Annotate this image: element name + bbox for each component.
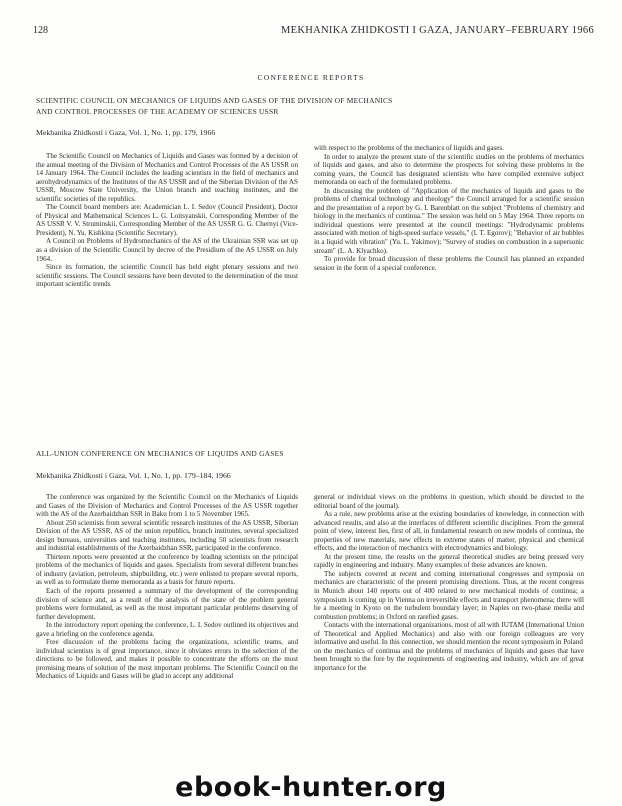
paragraph: The Council board members are: Academician L. I. Sedov (Council President), Doctor of Physical and Mathematical Sciences L. G. Loitsyanskii, Corresponding Member of the AS USSR V. V. Struminskii, Corresponding Member of the AS USSR G. G. Chernyi (Vice-President), N. Yu. Kishkina (Scientific Secretary). <box>36 203 298 237</box>
paragraph: The Scientific Council on Mechanics of Liquids and Gases was formed by a decision of the annual meeting of the Division of Mechanics and Control Processes of the AS USSR on 14 January 1964. The Council includes the leading scientists in the field of mechanics and aerohydrodynamics of the Institutes of the AS USSR and of the Siberian Division of the AS USSR, Moscow State University, the Union branch and teaching institutes, and the scientific societies of the republics. <box>36 152 298 203</box>
article2-col1 <box>36 493 298 681</box>
running-head: MEKHANIKA ZHIDKOSTI I GAZA, JANUARY–FEBRUARY 1966 <box>281 25 594 36</box>
paragraph: At the present time, the results on the general theoretical studies are being pressed very rapidly in engineering and industry. Many examples of these advances are known. <box>314 552 584 570</box>
article1-title-line1: SCIENTIFIC COUNCIL ON MECHANICS OF LIQUIDS AND GASES OF THE DIVISION OF MECHANICS <box>36 96 393 105</box>
paragraph: Free discussion of the problems facing the organizations, scientific teams, and individual scientists is of great importance, since it obviates errors in the selection of the directions to be followed, and makes it possible to concentrate the efforts on the most promising means of solution of the most important problems. The Scientific Council on the Mechanics of Liquids and Gases will be glad to accept any additional <box>36 638 298 681</box>
paragraph: general or individual views on the problems in question, which should be directed to the editorial board of the journal). <box>314 493 584 510</box>
paragraph: The subjects covered at recent and coming international congresses and symposia on mechanics are characteristic of the present promising directions. Thus, at the recent congress in Munich about 140 reports out of 400 related to new mechanical models of continua; a symposium is coming up in Vienna on irreversible effects and transport phenomena; there will be a meeting in Kyoto on the turbulent boundary layer; in Naples on two-phase media and combustion problems; in Oxford on rarefied gases. <box>314 569 584 621</box>
article1-title-line2: AND CONTROL PROCESSES OF THE ACADEMY OF SCIENCES USSR <box>36 106 279 116</box>
paragraph: As a rule, new problems arise at the existing boundaries of knowledge, in connection with advanced results, and also at the interfaces of different scientific disciplines. From the general point of view, interest lies, first of all, in fundamental research on new models of continua, the properties of new materials, new effects in extreme states of matter, physical and chemical effects, and the interaction of mechanics with electrodynamics and biology. <box>314 510 584 553</box>
paragraph: with respect to the problems of the mechanics of liquids and gases. <box>314 144 504 152</box>
page-number: 128 <box>33 25 48 36</box>
article2-col2 <box>314 493 584 672</box>
paragraph: Each of the reports presented a summary of the development of the corresponding division of science and, as a result of the analysis of the state of the problem general problems were formulated, as well as the most important particular problems deserving of further development. <box>36 587 298 621</box>
paragraph: To provide for broad discussion of these problems the Council has planned an expanded session in the form of a special conference. <box>314 255 584 272</box>
paragraph: Thirteen reports were presented at the conference by leading scientists on the principal problems of the mechanics of liquids and gases. Specialists from several different branches of industry (aviation, petroleum, shipbuilding, etc.) were enlisted to prepare several reports, as well as to formulate theme memoranda as a basis for future reports. <box>36 552 298 587</box>
article2-title: ALL-UNION CONFERENCE ON MECHANICS OF LIQUIDS AND GASES <box>36 449 284 458</box>
section-heading: CONFERENCE REPORTS <box>257 73 365 82</box>
article1-title <box>36 96 576 117</box>
paragraph: A Council on Problems of Hydromechanics of the AS of the Ukrainian SSR was set up as a division of the Scientific Council by decree of the Presidium of the AS USSR on July 1964. <box>36 237 298 263</box>
paragraph: In the introductory report opening the conference, L. I. Sedov outlined its objectives and gave a briefing on the conference agenda. <box>36 621 298 638</box>
article1-source: Mekhanika Zhidkosti i Gaza, Vol. 1, No. 1, pp. 179, 1966 <box>36 128 216 137</box>
article1-col1 <box>36 152 298 289</box>
paragraph: Since its formation, the scientific Council has held eight plenary sessions and two scientific sessions. The Council sessions have been devoted to the determination of the most important scientific trends <box>36 263 298 289</box>
article2-source: Mekhanika Zhidkosti i Gaza, Vol. 1, No. 1, pp. 179–184, 1966 <box>36 471 231 480</box>
paragraph: The conference was organized by the Scientific Council on the Mechanics of Liquids and Gases of the Division of Mechanics and Control Processes of the AS USSR together with the AS of the Azerbaidzhan SSR in Baku from 1 to 5 November 1965. <box>36 493 298 519</box>
paragraph: In order to analyze the present state of the scientific studies on the problems of mechanics of liquids and gases, and also to determine the prospects for solving these problems in the coming years, the Council has designated scientists who have compiled extensive subject memoranda on each of the formulated problems. <box>314 152 584 187</box>
paragraph: Contacts with the international organizations, most of all with IUTAM (International Union of Theoretical and Applied Mechanics) and also with our foreign colleagues are very informative and useful. In this connection, we should mention the recent symposium in Poland <box>314 621 584 647</box>
watermark: ebook-hunter.org <box>175 772 447 803</box>
article1-col2 <box>314 144 584 272</box>
paragraph: on the mechanics of continua and the problems of mechanics of liquids and gases that have been brought to the fore by the requirements of engineering and industry, which are of great importance for the <box>314 646 584 672</box>
paragraph: In discussing the problem of "Application of the mechanics of liquids and gases to the problems of chemical technology and rheology" the Council arranged for a scientific session and the presentation of a report by G. I. Barenblatt on the subject "Problems of chemistry and biology in the mechanics of continua." The session was held on 5 May 1964. Three reports on individual questions were presented at the council meetings: "Hydrodynamic problems associated with motion of high-speed surface vessels," (I. T. Egorov); "Behavior of air bubbles in a liquid with vibration" (Yu. L. Yakimov); "Survey of studies on combustion in a supersonic stream" (L. A. Klyachko). <box>314 186 584 255</box>
paragraph: About 250 scientists from several scientific research institutes of the AS USSR, Siberian Division of the AS USSR, AS of the union republics, branch institutes, several specialized design bureaus, universities and teaching institutes, including 50 scientists from research and industrial establishments of the Azerbaidzhan SSR, participated in the conference. <box>36 518 298 553</box>
